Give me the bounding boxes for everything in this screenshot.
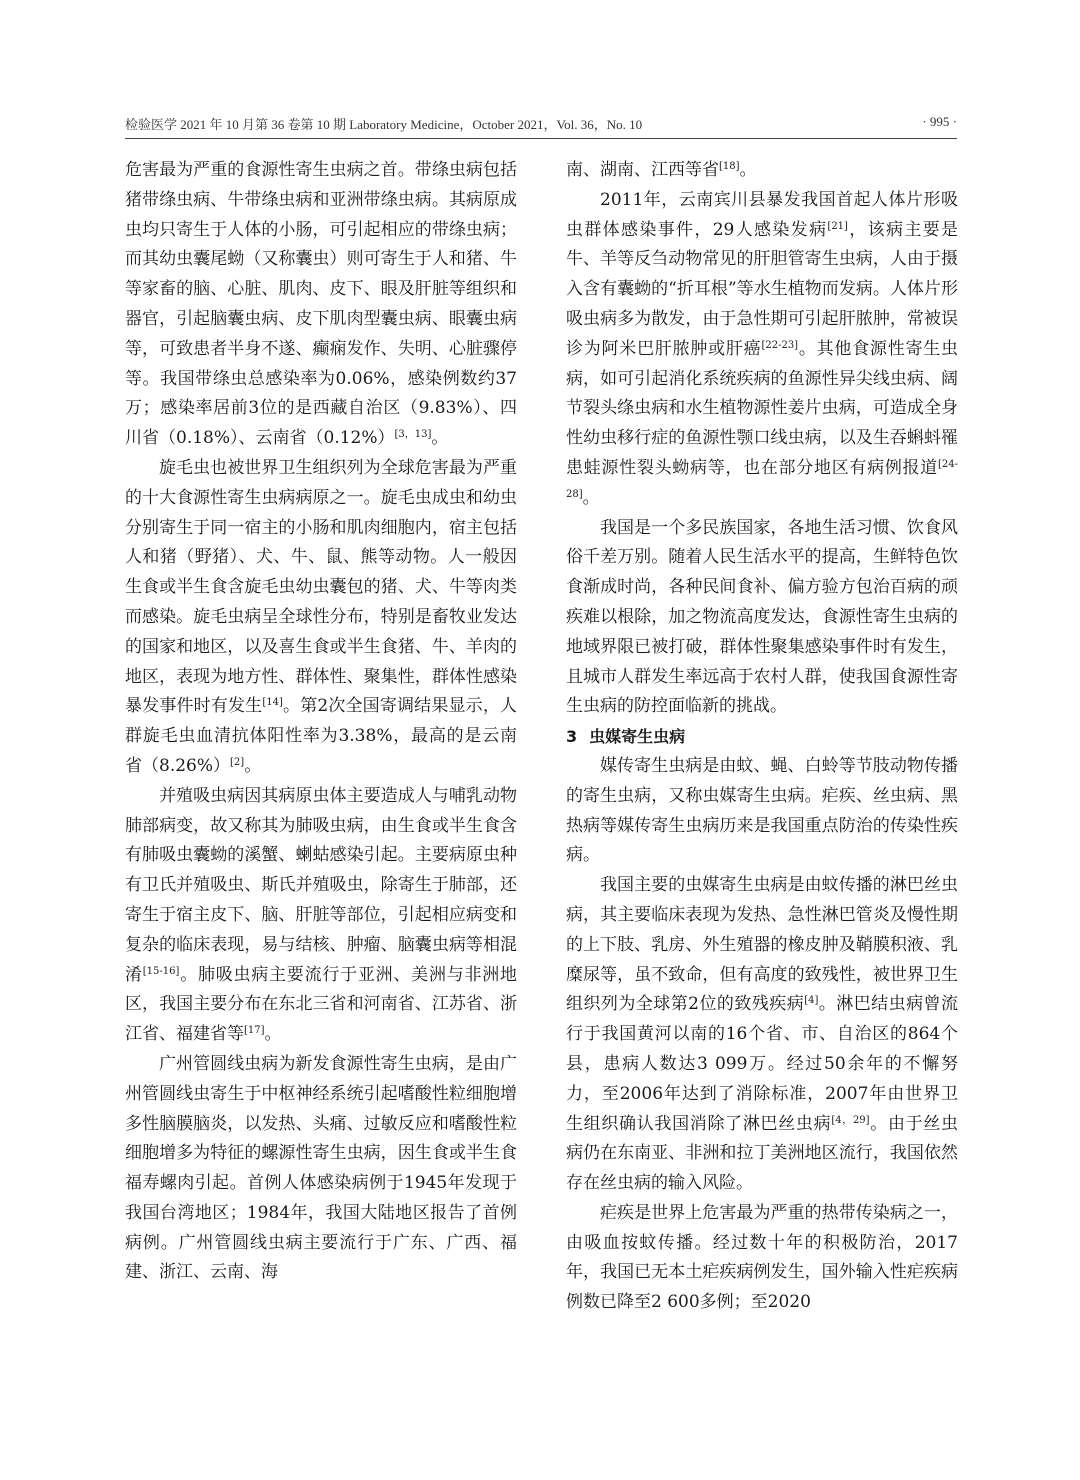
citation-ref: [18] (719, 161, 740, 172)
right-column (566, 156, 958, 1456)
paragraph-text: ，该病主要是牛、羊等反刍动物常见的肝胆管寄生虫病，人由于摄入含有囊蚴的“折耳根”等水生植物而发病。人体片形吸虫病多为散发，由于急性期可引起肝脓肿，常被误诊为阿米巴肝脓肿或肝癌 (566, 219, 958, 359)
body-paragraph (125, 156, 517, 454)
section-heading (566, 722, 958, 752)
citation-ref: [15-16] (142, 965, 180, 977)
paragraph-text: 。第2次全国寄调结果显示，人群旋毛虫血清抗体阳性率为3.38%，最高的是云南省（8.26%） (125, 696, 517, 776)
body-paragraph (125, 782, 517, 1050)
paragraph-text: 我国是一个多民族国家，各地生活习惯、饮食风俗千差万别。随着人民生活水平的提高，生鲜特色饮食渐成时尚，各种民间食补、偏方验方包治百病的顽疾难以根除，加之物流高度发达，食源性寄生虫病的地域界限已被打破，群体性聚集感染事件时有发生，且城市人群发生率远高于农村人群，使我国食源性寄生虫病的防控面临新的挑战。 (566, 517, 958, 717)
paragraph-text: 。肺吸虫病主要流行于亚洲、美洲与非洲地区，我国主要分布在东北三省和河南省、江苏省、浙江省、福建省等 (125, 964, 517, 1045)
paragraph-text: 危害最为严重的食源性寄生虫病之首。带绦虫病包括猪带绦虫病、牛带绦虫病和亚洲带绦虫病。其病原成虫均只寄生于人体的小肠，可引起相应的带绦虫病；而其幼虫囊尾蚴（又称囊虫）则可寄生于人和猪、牛等家畜的脑、心脏、肌肉、皮下、眼及肝脏等组织和器官，引起脑囊虫病、皮下肌肉型囊虫病、眼囊虫病等，可致患者半身不遂、癫痫发作、失明、心脏骤停等。我国带绦虫总感染率为0.06%，感染例数约37万；感染率居前3位的是西藏自治区（9.83%）、四川省（0.18%）、云南省（0.12%） (125, 160, 517, 449)
running-head (125, 114, 957, 138)
page-number: · 995 · (922, 114, 957, 129)
paragraph-text: 。淋巴结虫病曾流行于我国黄河以南的16个省、市、自治区的864个县，患病人数达3 099万。经过50余年的不懈努力，至2006年达到了消除标准，2007年由世界卫生组织确认我国消除了淋巴丝虫病 (566, 994, 958, 1134)
paragraph-text: 南、湖南、江西等省 (566, 160, 719, 180)
citation-ref: [4] (804, 995, 819, 1007)
paragraph-text: 。 (739, 160, 757, 180)
citation-ref: [22-23] (761, 339, 799, 351)
citation-ref: [4，29] (831, 1114, 870, 1126)
paragraph-text: 。其他食源性寄生虫病，如可引起消化系统疾病的鱼源性异尖线虫病、阔节裂头绦虫病和水生植物源性姜片虫病，可造成全身性幼虫移行症的鱼源性颚口线虫病，以及生吞蝌蚪罹患蛙源性裂头蚴病等，也在部分地区有病例报道 (566, 338, 958, 478)
body-paragraph (566, 871, 958, 1199)
paragraph-text: 并殖吸虫病因其病原虫体主要造成人与哺乳动物肺部病变，故又称其为肺吸虫病，由生食或半生食含有肺吸虫囊蚴的溪蟹、蝲蛄感染引起。主要病原虫种有卫氏并殖吸虫、斯氏并殖吸虫，除寄生于肺部，还寄生于宿主皮下、脑、肝脏等部位，引起相应病变和复杂的临床表现，易与结核、肿瘤、脑囊虫病等相混淆 (125, 785, 517, 985)
paragraph-text: 我国主要的虫媒寄生虫病是由蚊传播的淋巴丝虫病，其主要临床表现为发热、急性淋巴管炎及慢性期的上下肢、乳房、外生殖器的橡皮肿及鞘膜积液、乳糜尿等，虽不致命，但有高度的致残性，被世界卫生组织列为全球第2位的致残疾病 (566, 875, 958, 1015)
citation-ref: [24-28] (566, 458, 958, 500)
body-paragraph (566, 514, 958, 723)
body-paragraph (566, 156, 958, 186)
body-paragraph (566, 1199, 958, 1318)
paragraph-text: 媒传寄生虫病是由蚊、蝇、白蛉等节肢动物传播的寄生虫病，又称虫媒寄生虫病。疟疾、丝虫病、黑热病等媒传寄生虫病历来是我国重点防治的传染性疾病。 (566, 755, 958, 866)
journal-citation: 检验医学 2021 年 10 月第 36 卷第 10 期 Laboratory Medicine，October 2021，Vol. 36，No. 10 (125, 117, 643, 132)
paragraph-text: 。 (431, 428, 449, 449)
paragraph-text: 。 (244, 755, 262, 776)
body-paragraph (566, 752, 958, 871)
body-paragraph (125, 454, 517, 782)
paragraph-text: 疟疾是世界上危害最为严重的热带传染病之一，由吸血按蚊传播。经过数十年的积极防治，2017年，我国已无本土疟疾病例发生，国外输入性疟疾病例数已降至2 600多例；至2020 (566, 1202, 958, 1313)
paragraph-text: 。由于丝虫病仍在东南亚、非洲和拉丁美洲地区流行，我国依然存在丝虫病的输入风险。 (566, 1113, 958, 1194)
citation-ref: [2] (230, 756, 245, 768)
paragraph-text: 。 (264, 1024, 282, 1045)
paragraph-text: 广州管圆线虫病为新发食源性寄生虫病，是由广州管圆线虫寄生于中枢神经系统引起嗜酸性粒细胞增多性脑膜脑炎，以发热、头痛、过敏反应和嗜酸性粒细胞增多为特征的螺源性寄生虫病，因生食或半生食福寿螺肉引起。首例人体感染病例于1945年发现于我国台湾地区；1984年，我国大陆地区报告了首例病例。广州管圆线虫病主要流行于广东、广西、福建、浙江、云南、海 (125, 1053, 517, 1283)
citation-ref: [14] (262, 697, 283, 709)
left-column (125, 156, 517, 1456)
citation-ref: [3，13] (394, 429, 432, 441)
paragraph-text: 2011年，云南宾川县暴发我国首起人体片形吸虫群体感染事件，29人感染发病 (566, 189, 958, 240)
citation-ref: [17] (244, 1025, 265, 1037)
header-rule (125, 138, 957, 139)
paragraph-text: 旋毛虫也被世界卫生组织列为全球危害最为严重的十大食源性寄生虫病病原之一。旋毛虫成虫和幼虫分别寄生于同一宿主的小肠和肌肉细胞内，宿主包括人和猪（野猪）、犬、牛、鼠、熊等动物。人一般因生食或半生食含旋毛虫幼虫囊包的猪、犬、牛等肉类而感染。旋毛虫病呈全球性分布，特别是畜牧业发达的国家和地区，以及喜生食或半生食猪、牛、羊肉的地区，表现为地方性、群体性、聚集性，群体性感染暴发事件时有发生 (125, 457, 517, 717)
section-title: 虫媒寄生虫病 (589, 727, 686, 747)
paragraph-text: 。 (582, 487, 600, 508)
section-number: 3 (566, 727, 578, 747)
body-paragraph (125, 1050, 517, 1288)
body-paragraph (566, 186, 958, 514)
citation-ref: [21] (827, 220, 848, 232)
